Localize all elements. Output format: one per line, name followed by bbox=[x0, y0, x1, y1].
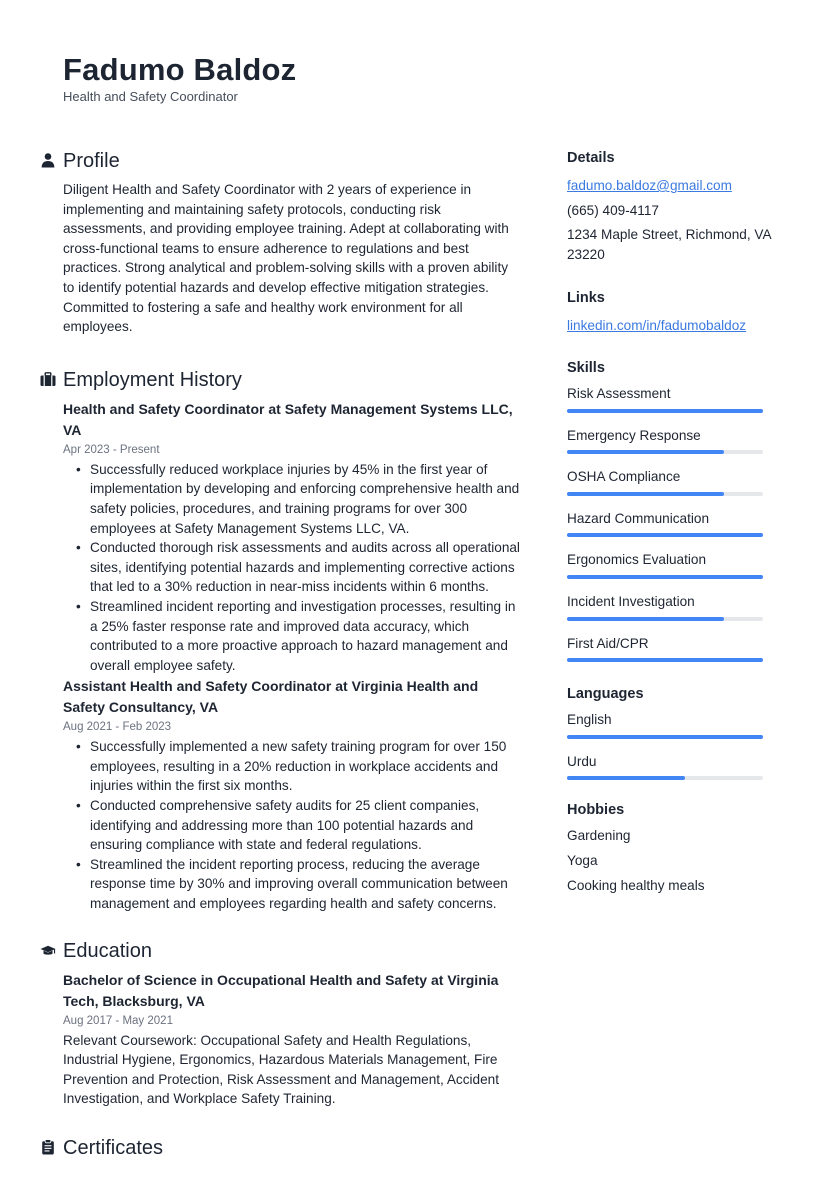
education-entry bbox=[63, 970, 524, 1109]
graduation-cap-icon bbox=[40, 942, 56, 958]
coursework-text: Relevant Coursework: Occupational Safety and Health Regulations, Industrial Hygiene, Ergonomics, Hazardous Materials Management, Fire Prevention and Protection, Risk Assessment and Management, Accident Investigation, and Workplace Safety Training. bbox=[63, 1032, 499, 1107]
job-entry bbox=[63, 399, 524, 676]
profile-summary: Diligent Health and Safety Coordinator with 2 years of experience in implementing and maintaining safety protocols, conducting risk assessments, and providing employee training. Adept at collaborating with cross-functional teams to ensure adherence to regulations and best practices. Strong analytical and problem-solving skills with a proven ability to identify potential hazards and develop effective mitigation strategies. Committed to fostering a safe and healthy work environment for all employees. bbox=[63, 182, 509, 335]
languages-block bbox=[567, 684, 767, 780]
details-block bbox=[567, 148, 771, 264]
candidate-name: Fadumo Baldoz bbox=[63, 52, 297, 87]
hobby-item: Gardening bbox=[567, 828, 631, 844]
language-item bbox=[567, 710, 767, 739]
employment-section bbox=[40, 367, 524, 914]
language-item-label: Urdu bbox=[567, 753, 597, 769]
hobbies-block bbox=[567, 800, 767, 895]
education-section bbox=[40, 938, 524, 1109]
skill-item-level-bar bbox=[567, 575, 763, 579]
hobby-item: Cooking healthy meals bbox=[567, 877, 705, 893]
skill-item bbox=[567, 384, 767, 413]
main-column bbox=[40, 148, 524, 1167]
briefcase-icon bbox=[40, 371, 56, 387]
job-dates: Aug 2021 - Feb 2023 bbox=[63, 721, 172, 734]
phone-number: (665) 409-4117 bbox=[567, 202, 659, 218]
job-achievements bbox=[63, 460, 524, 676]
skill-item bbox=[567, 550, 767, 579]
skill-item bbox=[567, 426, 767, 455]
profile-section bbox=[40, 148, 524, 337]
skill-item-level-bar bbox=[567, 533, 763, 537]
language-item-level-fill bbox=[567, 776, 685, 780]
skill-item bbox=[567, 509, 767, 538]
skill-item bbox=[567, 634, 767, 663]
links-block bbox=[567, 288, 767, 336]
skill-item-level-fill bbox=[567, 492, 724, 496]
linkedin-link[interactable]: linkedin.com/in/fadumobaldoz bbox=[567, 318, 747, 334]
job-achievements bbox=[63, 737, 524, 913]
hobbies-title: Hobbies bbox=[567, 802, 625, 819]
languages-list bbox=[567, 710, 767, 780]
language-item-level-bar bbox=[567, 776, 763, 780]
job-bullet: • Streamlined the incident reporting process, reducing the average response time by 30% and improving overall communication between management and employees regarding health and safety concerns. bbox=[90, 855, 524, 914]
language-item-level-fill bbox=[567, 735, 763, 739]
skills-list bbox=[567, 384, 767, 662]
language-item-label: English bbox=[567, 712, 612, 728]
job-bullet: • Successfully implemented a new safety training program for over 150 employees, resulting in a 20% reduction in workplace accidents and injuries within the first six months. bbox=[90, 737, 524, 796]
job-dates: Apr 2023 - Present bbox=[63, 443, 160, 456]
skill-item-level-bar bbox=[567, 658, 763, 662]
skill-item-label: First Aid/CPR bbox=[567, 635, 649, 651]
candidate-title: Health and Safety Coordinator bbox=[63, 89, 238, 104]
skill-item bbox=[567, 592, 767, 621]
section-title-education: Education bbox=[63, 939, 152, 962]
skill-item-level-fill bbox=[567, 450, 724, 454]
skill-item bbox=[567, 467, 767, 496]
email-link[interactable]: fadumo.baldoz@gmail.com bbox=[567, 178, 732, 193]
details-title: Details bbox=[567, 150, 615, 166]
skill-item-label: OSHA Compliance bbox=[567, 469, 681, 485]
job-entry bbox=[63, 676, 524, 913]
degree-title: Bachelor of Science in Occupational Health and Safety at Virginia Tech, Blacksburg, VA bbox=[63, 971, 499, 1009]
skill-item-label: Hazard Communication bbox=[567, 510, 710, 526]
person-icon bbox=[40, 152, 56, 168]
job-bullet: • Conducted comprehensive safety audits for 25 client companies, identifying and addressing more than 100 potential hazards and ensuring compliance with state and federal regulations. bbox=[90, 796, 524, 855]
skill-item-label: Emergency Response bbox=[567, 427, 701, 443]
section-title-certificates: Certificates bbox=[63, 1137, 164, 1159]
skill-item-level-fill bbox=[567, 409, 763, 413]
degree-dates: Aug 2017 - May 2021 bbox=[63, 1014, 173, 1027]
resume-header bbox=[63, 52, 296, 106]
clipboard-icon bbox=[40, 1139, 56, 1155]
skill-item-label: Ergonomics Evaluation bbox=[567, 552, 707, 568]
job-bullet: • Conducted thorough risk assessments and audits across all operational sites, identifying potential hazards and implementing corrective actions that led to a 30% reduction in near-miss incidents within 6 months. bbox=[90, 538, 524, 597]
job-title: Health and Safety Coordinator at Safety Management Systems LLC, VA bbox=[63, 400, 513, 438]
skills-block bbox=[567, 358, 767, 662]
skill-item-label: Risk Assessment bbox=[567, 385, 671, 401]
language-item bbox=[567, 752, 767, 781]
job-bullet: • Successfully reduced workplace injuries by 45% in the first year of implementation by developing and enforcing comprehensive health and safety policies, procedures, and training programs for over 300 employees at Safety Management Systems LLC, VA. bbox=[90, 460, 524, 538]
skill-item-level-bar bbox=[567, 450, 763, 454]
address: 1234 Maple Street, Richmond, VA 23220 bbox=[567, 227, 771, 262]
skill-item-level-fill bbox=[567, 533, 763, 537]
job-title: Assistant Health and Safety Coordinator at Virginia Health and Safety Consultancy, VA bbox=[63, 678, 479, 716]
section-title-employment: Employment History bbox=[63, 368, 242, 391]
skill-item-label: Incident Investigation bbox=[567, 593, 695, 609]
links-title: Links bbox=[567, 290, 605, 307]
hobby-item: Yoga bbox=[567, 852, 598, 868]
language-item-level-bar bbox=[567, 735, 763, 739]
sidebar bbox=[567, 148, 771, 921]
skill-item-level-bar bbox=[567, 617, 763, 621]
skill-item-level-fill bbox=[567, 658, 763, 662]
skill-item-level-fill bbox=[567, 575, 763, 579]
skill-item-level-bar bbox=[567, 409, 763, 413]
certificates-section bbox=[40, 1135, 524, 1163]
job-bullet: • Streamlined incident reporting and investigation processes, resulting in a 25% faster response rate and improved data accuracy, which contributed to a more proactive approach to hazard management and overall employee safety. bbox=[90, 597, 524, 675]
skill-item-level-fill bbox=[567, 617, 724, 621]
section-title-profile: Profile bbox=[63, 150, 120, 172]
skills-title: Skills bbox=[567, 359, 605, 376]
skill-item-level-bar bbox=[567, 492, 763, 496]
languages-title: Languages bbox=[567, 686, 644, 703]
